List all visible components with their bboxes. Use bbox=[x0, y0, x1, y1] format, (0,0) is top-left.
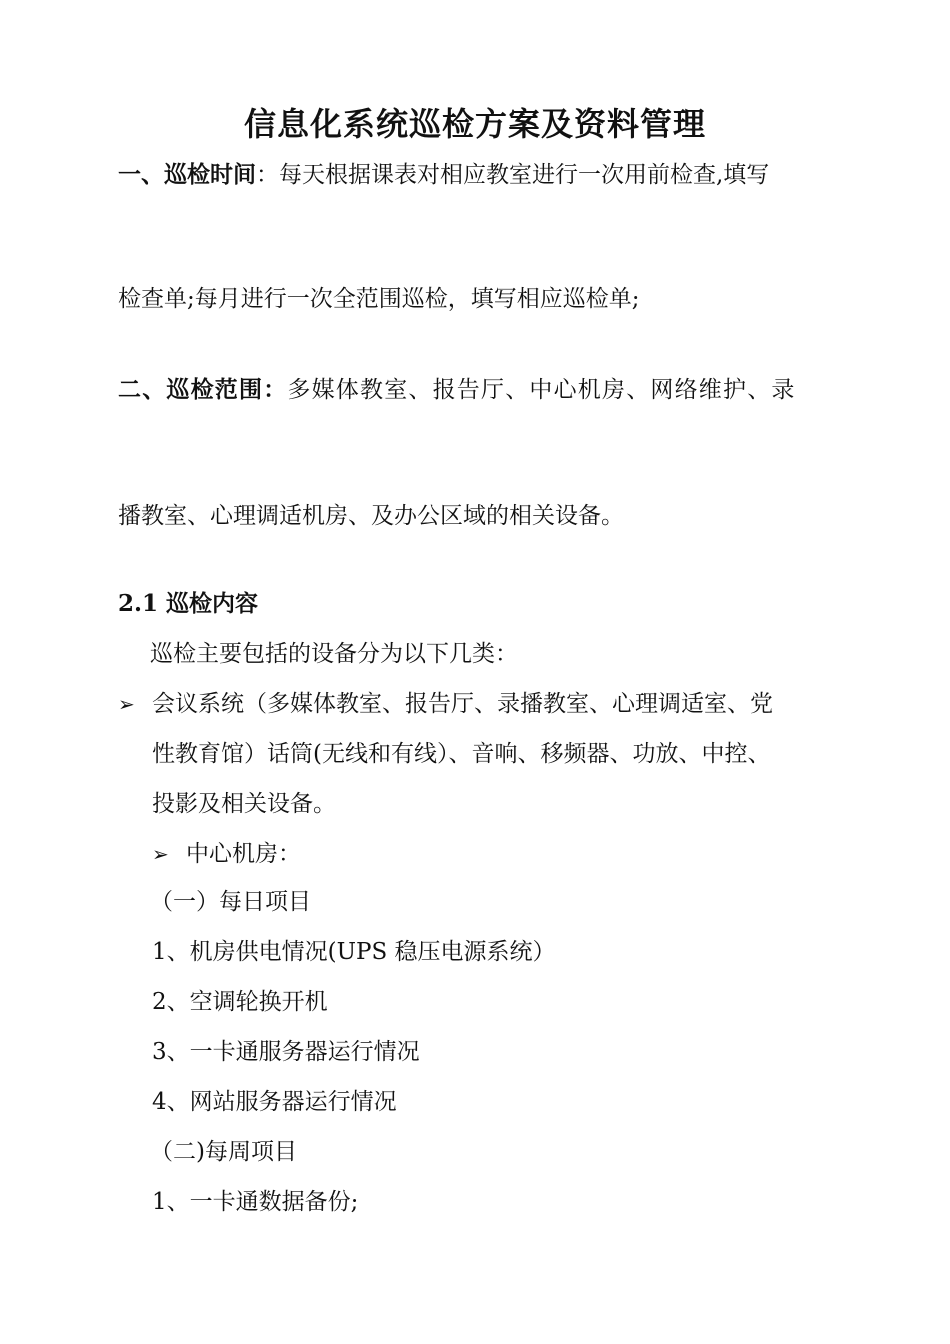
center-label: 中心机房： bbox=[186, 841, 301, 867]
section-2-line-1 bbox=[118, 375, 796, 405]
meeting-bullet-line-1 bbox=[118, 689, 773, 719]
weekly-heading: （二)每周项目 bbox=[150, 1139, 297, 1165]
section-1-line-1 bbox=[118, 160, 769, 190]
bullet-arrow-icon: ➢ bbox=[118, 692, 135, 716]
daily-item: 1、机房供电情况(UPS 稳压电源系统） bbox=[152, 939, 556, 965]
section-1-text-1: 每天根据课表对相应教室进行一次用前检查,填写 bbox=[279, 162, 770, 188]
section-2-line-2: 播教室、心理调适机房、及办公区域的相关设备。 bbox=[118, 503, 624, 529]
section-1-label: 一、巡检时间 bbox=[118, 161, 256, 188]
daily-heading: （一）每日项目 bbox=[150, 889, 311, 915]
document-title: 信息化系统巡检方案及资料管理 bbox=[243, 105, 706, 143]
meeting-text-3: 投影及相关设备。 bbox=[152, 791, 336, 817]
meeting-text-1: 会议系统（多媒体教室、报告厅、录播教室、心理调适室、党 bbox=[152, 691, 773, 717]
daily-item: 4、网站服务器运行情况 bbox=[152, 1089, 397, 1115]
daily-item: 2、空调轮换开机 bbox=[152, 989, 328, 1015]
section-2-1-heading: 2.1 巡检内容 bbox=[118, 590, 259, 617]
meeting-text-2: 性教育馆）话筒(无线和有线）、音响、移频器、功放、中控、 bbox=[152, 741, 771, 767]
daily-item: 3、一卡通服务器运行情况 bbox=[152, 1039, 420, 1065]
section-2-1-intro: 巡检主要包括的设备分为以下几类： bbox=[150, 641, 518, 667]
bullet-arrow-icon: ➢ bbox=[152, 842, 169, 866]
section-1-colon: ： bbox=[256, 162, 279, 188]
section-1-line-2: 检查单;每月进行一次全范围巡检，填写相应巡检单; bbox=[118, 286, 640, 312]
center-bullet-line bbox=[152, 839, 301, 869]
weekly-item: 1、一卡通数据备份; bbox=[152, 1189, 359, 1215]
section-2-text-1: 多媒体教室、报告厅、中心机房、网络维护、录 bbox=[287, 377, 796, 403]
section-2-label: 二、巡检范围： bbox=[118, 376, 288, 403]
